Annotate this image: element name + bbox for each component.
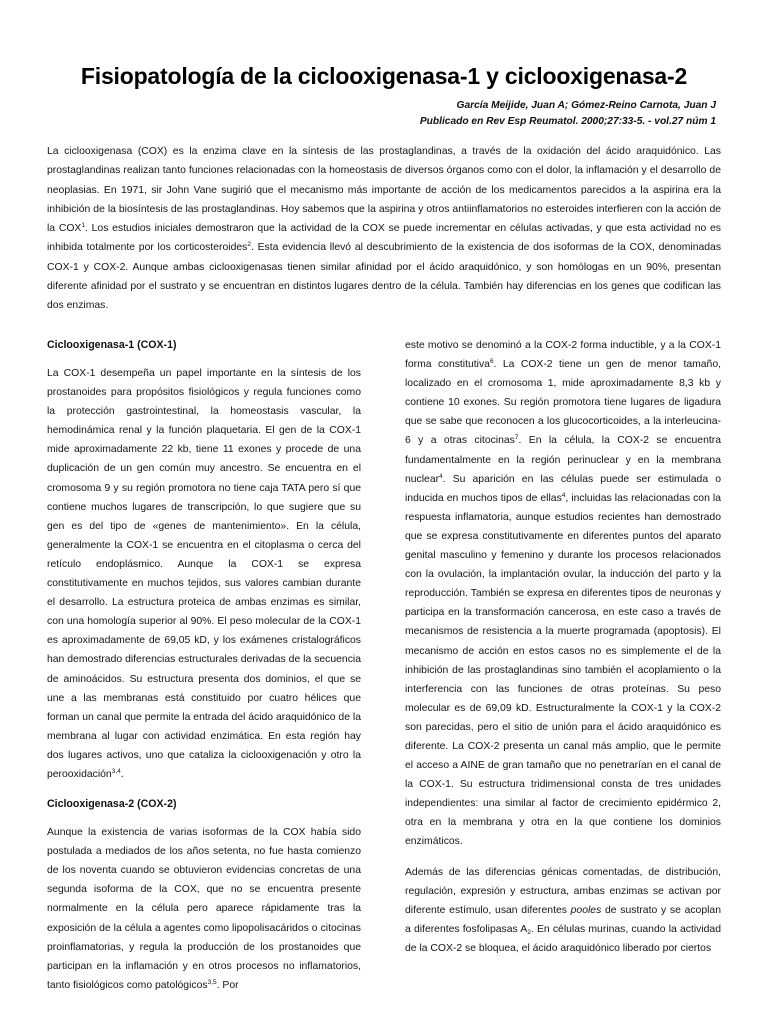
authors: García Meijide, Juan A; Gómez-Reino Carnota, Juan J xyxy=(456,100,716,111)
subscript-2: 2 xyxy=(527,928,531,936)
intro-text-2: . Los estudios iniciales demostraron que la actividad de la COX se puede incrementar en células activadas, y que esta actividad no es inhibida totalmente por los corticosteroides xyxy=(47,223,721,254)
reference-7: 7 xyxy=(514,434,519,442)
reference-6: 6 xyxy=(489,358,494,366)
diff-text-1: Además de las diferencias génicas comentadas, de distribución, regulación, expresión y estructura, ambas enzimas se activan por diferente estímulo, usan diferentes xyxy=(405,866,721,916)
cox2-paragraph xyxy=(47,823,361,995)
left-column xyxy=(47,336,361,995)
cox1-text: La COX-1 desempeña un papel importante en la síntesis de los prostanoides para propósitos fisiológicos y regula funciones como la protección gastrointestinal, la homeostasis vascular, la hemodinámica renal y la función plaquetaria. El gen de la COX-1 mide aproximadamente 22 kb, tiene 11 exones y procede de una duplicación de un gen común muy ancestro. Se encuentra en el cromosoma 9 y su región promotora no tiene caja TATA pero sí que contiene muchos lugares de transcripción, lo que sugiere que su gen es del tipo de «genes de mantenimiento». En la célula, generalmente la COX-1 se encuentra en el citoplasma o cerca del retículo endoplásmico. Aunque la COX-1 se expresa constitutivamente en muchos tejidos, sus valores cambian durante el desarrollo. La estructura proteica de ambas enzimas es similar, con una homología superior al 90%. El peso molecular de la COX-1 es aproximadamente de 69,05 kD, y los exámenes cristalográficos han demostrado diferencias estructurales derivadas de la secuencia de aminoácidos. Su estructura presenta dos dominios, el que se une a las membranas está constituido por cuatro hélices que forman un canal que permite la entrada del ácido araquidónico de la membrana al lugar con actividad enzimática. En esta región hay dos lugares activos, uno que cataliza la ciclooxigenación y otro la perooxidación xyxy=(47,368,361,780)
right-text-1: este motivo se denominó a la COX-2 forma inductible, y a la COX-1 forma constitutiva xyxy=(405,340,721,371)
cox1-paragraph xyxy=(47,364,361,784)
reference-4a: 4 xyxy=(439,472,443,480)
reference-3-4: 3,4 xyxy=(111,767,121,775)
cox1-end: . xyxy=(120,768,124,780)
document-title: Fisiopatología de la ciclooxigenasa-1 y ciclooxigenasa-2 xyxy=(80,63,688,90)
reference-1: 1 xyxy=(81,222,85,230)
diff-text-3: . En células murinas, cuando la actividad de la COX-2 se bloquea, el ácido araquidónico liberado por ciertos xyxy=(405,923,721,954)
right-text-2: . La COX-2 tiene un gen de menor tamaño, localizado en el cromosoma 1, mide aproximadamente 8,3 kb y contiene 10 exones. Su región promotora tiene lugares de ligadura que se sabe que reconocen a los glucocorticoides, a la interleucina-6 y a otras citocinas xyxy=(405,359,721,447)
byline xyxy=(420,98,716,130)
publication-info: Publicado en Rev Esp Reumatol. 2000;27:33-5. - vol.27 núm 1 xyxy=(419,116,716,127)
intro-paragraph xyxy=(47,142,721,316)
pooles-term: pooles xyxy=(570,904,602,916)
reference-4b: 4 xyxy=(561,491,566,499)
right-text-3: . En la célula, la COX-2 se encuentra fundamentalmente en la región perinuclear y en la membrana nuclear xyxy=(405,435,721,485)
reference-3-5: 3,5 xyxy=(207,978,217,986)
cox2-end: . Por xyxy=(216,979,239,991)
section-heading-cox2: Ciclooxigenasa-2 (COX-2) xyxy=(47,798,177,811)
intro-text-1: La ciclooxigenasa (COX) es la enzima clave en la síntesis de las prostaglandinas, a través de la oxidación del ácido araquidónico. Las prostaglandinas realizan tanto funciones relacionadas con la homeostasis de diversos órganos como con el dolor, la inflamación y el desarrollo de neoplasias. En 1971, sir John Vane sugirió que el mecanismo más importante de acción de los medicamentos parecidos a la aspirina era la inhibición de la biosíntesis de las prostaglandinas. Hoy sabemos que la aspirina y otros antiinflamatorios no esteroides interfieren con la acción de la COX xyxy=(47,146,721,235)
right-text-4: . Su aparición en las células puede ser estimulada o inducida en muchos tipos de ellas xyxy=(405,473,721,504)
intro-text-3: . Esta evidencia llevó al descubrimiento de la existencia de dos isoformas de la COX, denominadas COX-1 y COX-2. Aunque ambas ciclooxigenasas tienen similar afinidad por el ácido araquidónico, y son homólogas en un 90%, presentan diferente afinidad por el sustrato y se encuentran en distintos lugares dentro de la célula. También hay diferencias en los genes que codifican las dos enzimas. xyxy=(47,242,722,312)
diff-text-2: de sustrato y se acoplan a diferentes fosfolipasas A xyxy=(405,904,721,935)
differences-paragraph xyxy=(405,863,721,958)
reference-2: 2 xyxy=(247,241,251,249)
section-heading-cox1: Ciclooxigenasa-1 (COX-1) xyxy=(47,339,177,351)
right-column xyxy=(405,336,721,958)
right-text-5: , incluidas las relacionadas con la respuesta inflamatoria, aunque estudios recientes han demostrado que se expresa constitutivamente en diferentes puntos del aparato genital masculino y femenino y durante los procesos relacionados con la ovulación, la implantación ovular, la inducción del parto y la reproducción. También se expresa en diferentes tipos de neuronas y participa en la transformación cancerosa, en este caso a través de mecanismos de resistencia a la muerte programada (apoptosis). El mecanismo de acción en estos casos no es simplemente el de la inhibición de las prostaglandinas sino también el acoplamiento o la interferencia con las funciones de otras proteínas. Su peso molecular es de 69,09 kD. Estructuralmente la COX-1 y la COX-2 son parecidas, pero el sitio de unión para el ácido araquidónico es diferente. La COX-2 presenta un canal más amplio, que le permite el acceso a AINE de gran tamaño que no penetrarían en el canal de la COX-1. Su estructura tridimensional consta de tres unidades independientes: una similar al factor de crecimiento epidérmico 2, otra en la membrana y otra en la que contiene los dominios enzimáticos. xyxy=(405,492,721,848)
cox2-continued-paragraph xyxy=(405,336,721,852)
cox2-text: Aunque la existencia de varias isoformas de la COX había sido postulada a mediados de los años setenta, no fue hasta comienzo de los noventa cuando se obtuvieron evidencias concretas de una segunda isoforma de la COX, que no se encuentra presente normalmente en la célula pero aparece rápidamente tras la exposición de la célula a agentes como lipopolisacáridos o citocinas proinflamatorias, y regula la producción de los prostanoides que participan en la inflamación y en otros procesos no inflamatorios, tanto fisiológicos como patológicos xyxy=(47,827,361,991)
